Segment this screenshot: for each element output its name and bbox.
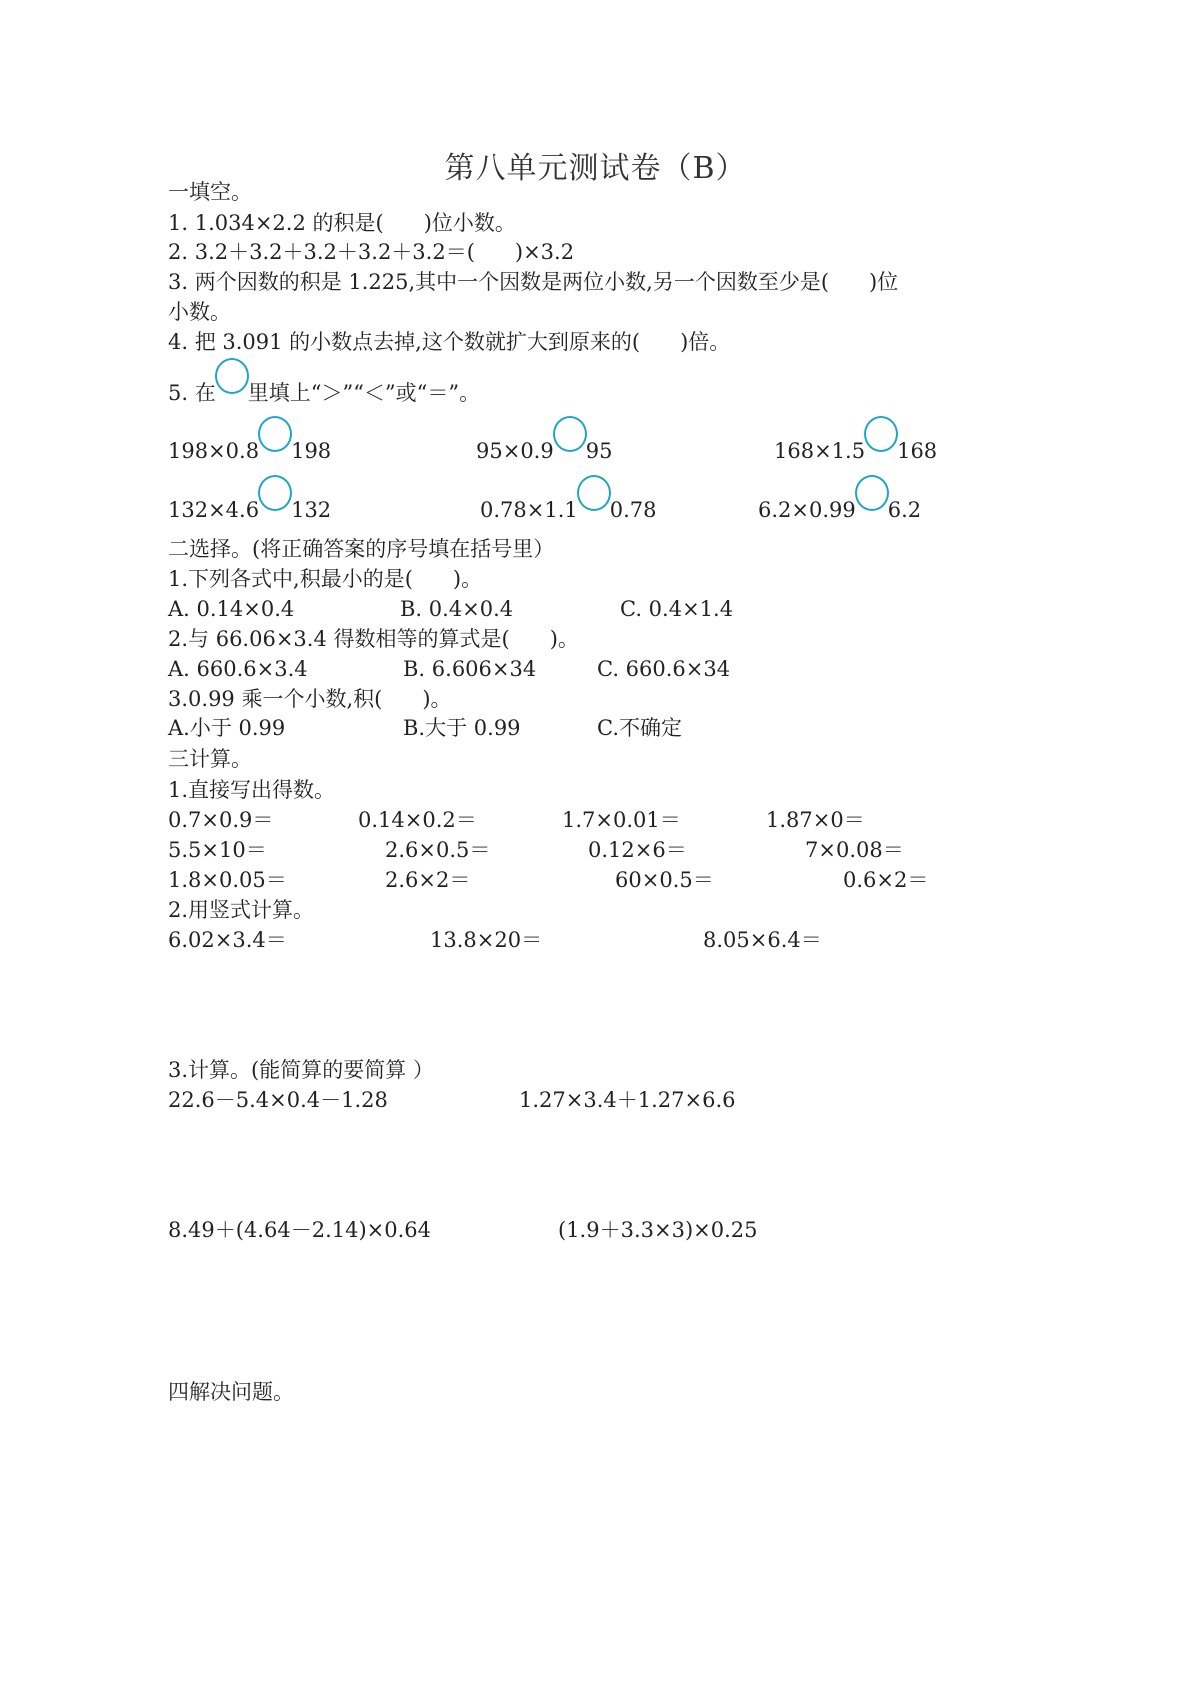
comparison-item bbox=[758, 487, 921, 523]
page-title: 第八单元测试卷（B） bbox=[444, 151, 747, 186]
question-1-4 bbox=[168, 328, 730, 356]
q5-text-after: 里填上“＞”“＜”或“＝”。 bbox=[247, 381, 481, 405]
comparison-right: 6.2 bbox=[887, 498, 922, 522]
comparison-circle[interactable] bbox=[553, 416, 587, 452]
comparison-item bbox=[774, 428, 937, 464]
oral-calc-item: 0.7×0.9＝ bbox=[168, 808, 274, 832]
vertical-calc-item: 13.8×20＝ bbox=[430, 928, 543, 952]
question-2-3 bbox=[168, 685, 452, 713]
option-c[interactable]: C. 0.4×1.4 bbox=[620, 597, 734, 621]
comparison-left: 95×0.9 bbox=[476, 439, 554, 463]
question-2-1 bbox=[168, 565, 482, 593]
q2-text-after: )×3.2 bbox=[514, 240, 575, 264]
question-stem: 2.与 66.06×3.4 得数相等的算式是( bbox=[168, 627, 510, 651]
comparison-right: 0.78 bbox=[609, 498, 657, 522]
vertical-calc-item: 6.02×3.4＝ bbox=[168, 928, 287, 952]
question-1-3-cont: 小数。 bbox=[168, 300, 231, 324]
option-b[interactable]: B. 0.4×0.4 bbox=[400, 597, 514, 621]
q5-text-before: 5. 在 bbox=[168, 381, 216, 405]
oral-calc-item: 60×0.5＝ bbox=[615, 868, 714, 892]
oral-calc-item: 2.6×0.5＝ bbox=[385, 838, 491, 862]
comparison-left: 132×4.6 bbox=[168, 498, 260, 522]
simplify-calc-item: (1.9＋3.3×3)×0.25 bbox=[558, 1218, 758, 1242]
comparison-item bbox=[480, 487, 657, 523]
comparison-item bbox=[476, 428, 612, 464]
comparison-item bbox=[168, 487, 331, 523]
q3-text-before: 3. 两个因数的积是 1.225,其中一个因数是两位小数,另一个因数至少是( bbox=[168, 270, 830, 294]
q1-text-before: 1. 1.034×2.2 的积是( bbox=[168, 211, 384, 235]
q1-text-after: )位小数。 bbox=[423, 211, 516, 235]
option-a[interactable]: A.小于 0.99 bbox=[168, 716, 286, 740]
q3-text-after: )位 bbox=[869, 270, 899, 294]
oral-calc-item: 0.14×0.2＝ bbox=[358, 808, 477, 832]
comparison-left: 0.78×1.1 bbox=[480, 498, 578, 522]
comparison-left: 168×1.5 bbox=[774, 439, 866, 463]
question-stem-end: )。 bbox=[422, 687, 452, 711]
question-2-2 bbox=[168, 625, 579, 653]
option-b[interactable]: B. 6.606×34 bbox=[403, 657, 537, 681]
oral-calc-item: 1.87×0＝ bbox=[766, 808, 865, 832]
question-stem-end: )。 bbox=[452, 567, 483, 591]
oral-calc-item: 0.6×2＝ bbox=[843, 868, 929, 892]
circle-blank-icon bbox=[215, 358, 249, 394]
section3-part2-heading: 2.用竖式计算。 bbox=[168, 898, 315, 922]
oral-calc-item: 1.7×0.01＝ bbox=[562, 808, 681, 832]
comparison-right: 198 bbox=[291, 439, 332, 463]
comparison-right: 95 bbox=[585, 439, 613, 463]
oral-calc-item: 2.6×2＝ bbox=[385, 868, 471, 892]
comparison-right: 168 bbox=[897, 439, 938, 463]
vertical-calc-item: 8.05×6.4＝ bbox=[703, 928, 822, 952]
comparison-circle[interactable] bbox=[258, 475, 292, 511]
question-1-3 bbox=[168, 268, 898, 296]
oral-calc-item: 0.12×6＝ bbox=[588, 838, 687, 862]
comparison-left: 198×0.8 bbox=[168, 439, 260, 463]
q4-text-before: 4. 把 3.091 的小数点去掉,这个数就扩大到原来的( bbox=[168, 330, 641, 354]
question-1-1 bbox=[168, 209, 516, 237]
comparison-left: 6.2×0.99 bbox=[758, 498, 856, 522]
question-1-2 bbox=[168, 238, 574, 266]
option-a[interactable]: A. 0.14×0.4 bbox=[168, 597, 295, 621]
simplify-calc-item: 22.6－5.4×0.4－1.28 bbox=[168, 1088, 388, 1112]
comparison-right: 132 bbox=[291, 498, 332, 522]
simplify-calc-item: 8.49＋(4.64－2.14)×0.64 bbox=[168, 1218, 432, 1242]
comparison-item bbox=[168, 428, 331, 464]
option-b[interactable]: B.大于 0.99 bbox=[403, 716, 521, 740]
question-stem: 3.0.99 乘一个小数,积( bbox=[168, 687, 383, 711]
question-stem: 1.下列各式中,积最小的是( bbox=[168, 567, 413, 591]
oral-calc-item: 1.8×0.05＝ bbox=[168, 868, 287, 892]
comparison-circle[interactable] bbox=[577, 475, 611, 511]
question-1-5 bbox=[168, 370, 480, 407]
section2-heading: 二选择。(将正确答案的序号填在括号里） bbox=[168, 537, 555, 561]
q4-text-after: )倍。 bbox=[680, 330, 731, 354]
comparison-circle[interactable] bbox=[855, 475, 889, 511]
section4-heading: 四解决问题。 bbox=[168, 1380, 294, 1404]
question-stem-end: )。 bbox=[549, 627, 579, 651]
q2-text-before: 2. 3.2＋3.2＋3.2＋3.2＋3.2＝( bbox=[168, 240, 475, 264]
oral-calc-item: 5.5×10＝ bbox=[168, 838, 267, 862]
section3-part1-heading: 1.直接写出得数。 bbox=[168, 778, 336, 802]
section1-heading: 一填空。 bbox=[168, 180, 252, 204]
simplify-calc-item: 1.27×3.4＋1.27×6.6 bbox=[519, 1088, 736, 1112]
option-a[interactable]: A. 660.6×3.4 bbox=[168, 657, 308, 681]
section3-part3-heading: 3.计算。(能简算的要简算 ） bbox=[168, 1058, 434, 1082]
oral-calc-item: 7×0.08＝ bbox=[805, 838, 904, 862]
option-c[interactable]: C. 660.6×34 bbox=[597, 657, 731, 681]
comparison-circle[interactable] bbox=[258, 416, 292, 452]
option-c[interactable]: C.不确定 bbox=[597, 716, 682, 740]
section3-heading: 三计算。 bbox=[168, 747, 252, 771]
comparison-circle[interactable] bbox=[864, 416, 898, 452]
